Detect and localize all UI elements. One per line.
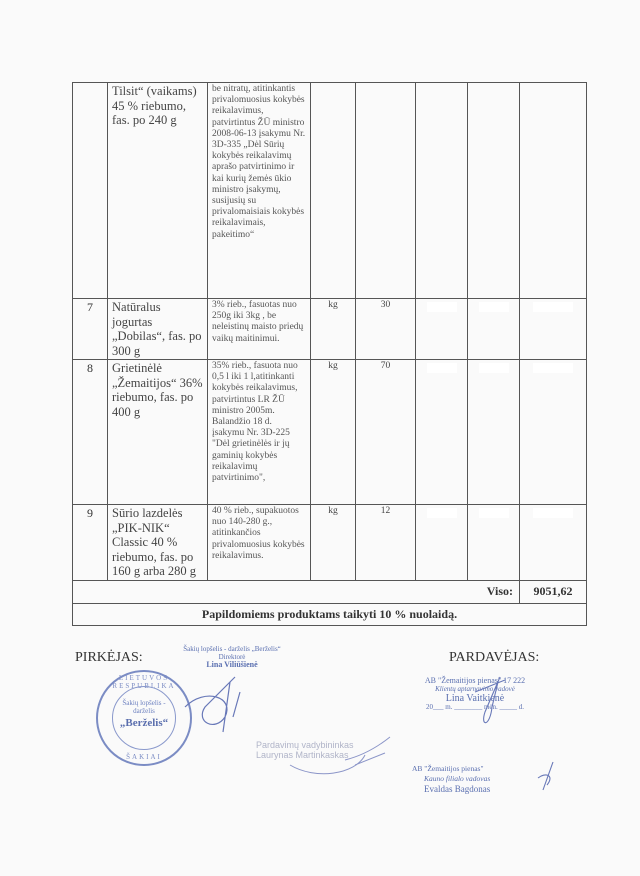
product-spec: 40 % rieb., supakuotos nuo 140-280 g., atitinkančios privalomuosius kokybės reikalavimus. <box>208 505 311 581</box>
price-cell <box>416 83 468 299</box>
product-spec: 3% rieb., fasuotas nuo 250g iki 3kg , be neleistinų maisto priedų vaikų maitinimui. <box>208 299 311 360</box>
redacted-price <box>416 299 468 360</box>
quantity: 30 <box>356 299 416 360</box>
stamp-line: Laurynas Martinkaskas <box>256 750 349 760</box>
unit <box>311 83 356 299</box>
seal-city: ŠAKIAI <box>126 753 162 761</box>
buyer-signature <box>175 672 255 742</box>
stamp-line: AB "Žemaitijos pienas" <box>412 764 484 773</box>
branch-manager-signature <box>535 760 560 795</box>
row-number: 7 <box>73 299 108 360</box>
quantity: 12 <box>356 505 416 581</box>
table-row <box>73 360 587 505</box>
seller-signature <box>470 672 510 732</box>
redacted-sum <box>520 299 587 360</box>
product-name: Grietinėlė „Žemaitijos“ 36% riebumo, fas. po 400 g <box>108 360 208 505</box>
buyer-label: PIRKĖJAS: <box>75 650 143 665</box>
quantity: 70 <box>356 360 416 505</box>
stamp-line: Šakių lopšelis - darželis „Berželis“ <box>183 645 281 653</box>
seal-center <box>112 686 176 750</box>
product-spec: 35% rieb., fasuota nuo 0,5 l iki 1 l,atitinkanti kokybės reikalavimus, patvirtintus LR ŽŪ ministro 2005m. Balandžio 18 d. įsakymu Nr. 3D-225 "Dėl grietinėlės ir jų gaminių kokybės reikalavimų patvirtinimo", <box>208 360 311 505</box>
seal-inner-text: Šakių lopšelis - darželis <box>122 699 166 715</box>
discount-note: Papildomiems produktams taikyti 10 % nuolaidą. <box>73 603 587 625</box>
total-row <box>73 580 587 603</box>
total-value: 9051,62 <box>520 580 587 603</box>
stamp-line: AB "Žemaitijos pienas" 17 222 <box>424 676 526 685</box>
unit: kg <box>311 505 356 581</box>
buyer-director-stamp <box>182 645 282 669</box>
products-table <box>72 82 587 626</box>
product-name: Natūralus jogurtas „Dobilas“, fas. po 300 g <box>108 299 208 360</box>
row-number <box>73 83 108 299</box>
seal-name: „Berželis“ <box>119 717 169 729</box>
sum-cell <box>520 83 587 299</box>
total-label: Viso: <box>73 580 520 603</box>
unit: kg <box>311 299 356 360</box>
product-spec: be nitratų, atitinkantis privalomuosius kokybės reikalavimus, patvirtintus ŽŪ ministro 2008-06-13 įsakymu Nr. 3D-335 „Dėl Sūrių kokybės reikalavimų aprašo patvirtinimo ir kai kurių žemės ūkio ministro įsakymų, susijusių su privalomaisiais kokybės reikalavimais, pakeitimo“ <box>208 83 311 299</box>
stamp-line: Klientų aptarnavimo vadovė <box>435 685 515 693</box>
quantity <box>356 83 416 299</box>
vat-cell <box>468 83 520 299</box>
stamp-line: Lina Viliūšienė <box>206 660 258 669</box>
stamp-line: Pardavimų vadybininkas <box>256 740 354 750</box>
table-row <box>73 299 587 360</box>
redacted-price <box>416 360 468 505</box>
table-row <box>73 83 587 299</box>
redacted-vat <box>468 360 520 505</box>
stamp-line: Evaldas Bagdonas <box>424 784 491 794</box>
discount-note-row <box>73 603 587 625</box>
stamp-line: Kauno filialo vadovas <box>424 774 491 783</box>
product-name: Sūrio lazdelės „PIK-NIK“ Classic 40 % riebumo, fas. po 160 g arba 280 g <box>108 505 208 581</box>
redacted-price <box>416 505 468 581</box>
redacted-vat <box>468 505 520 581</box>
stamp-line: 20___ m. ________ mėn. _____ d. <box>426 703 524 711</box>
seller-label: PARDAVĖJAS: <box>449 650 540 665</box>
branch-manager-stamp <box>412 764 522 794</box>
stamp-line: Lina Vaitkienė <box>445 693 505 704</box>
redacted-sum <box>520 360 587 505</box>
manager-signature <box>285 735 395 780</box>
redacted-sum <box>520 505 587 581</box>
seal-ring-text: LIETUVOS RESPUBLIKA <box>112 674 176 690</box>
row-number: 9 <box>73 505 108 581</box>
unit: kg <box>311 360 356 505</box>
row-number: 8 <box>73 360 108 505</box>
redacted-vat <box>468 299 520 360</box>
stamp-line: Direktorė <box>218 653 246 661</box>
product-name: Tilsit“ (vaikams) 45 % riebumo, fas. po 240 g <box>108 83 208 299</box>
table-row <box>73 505 587 581</box>
